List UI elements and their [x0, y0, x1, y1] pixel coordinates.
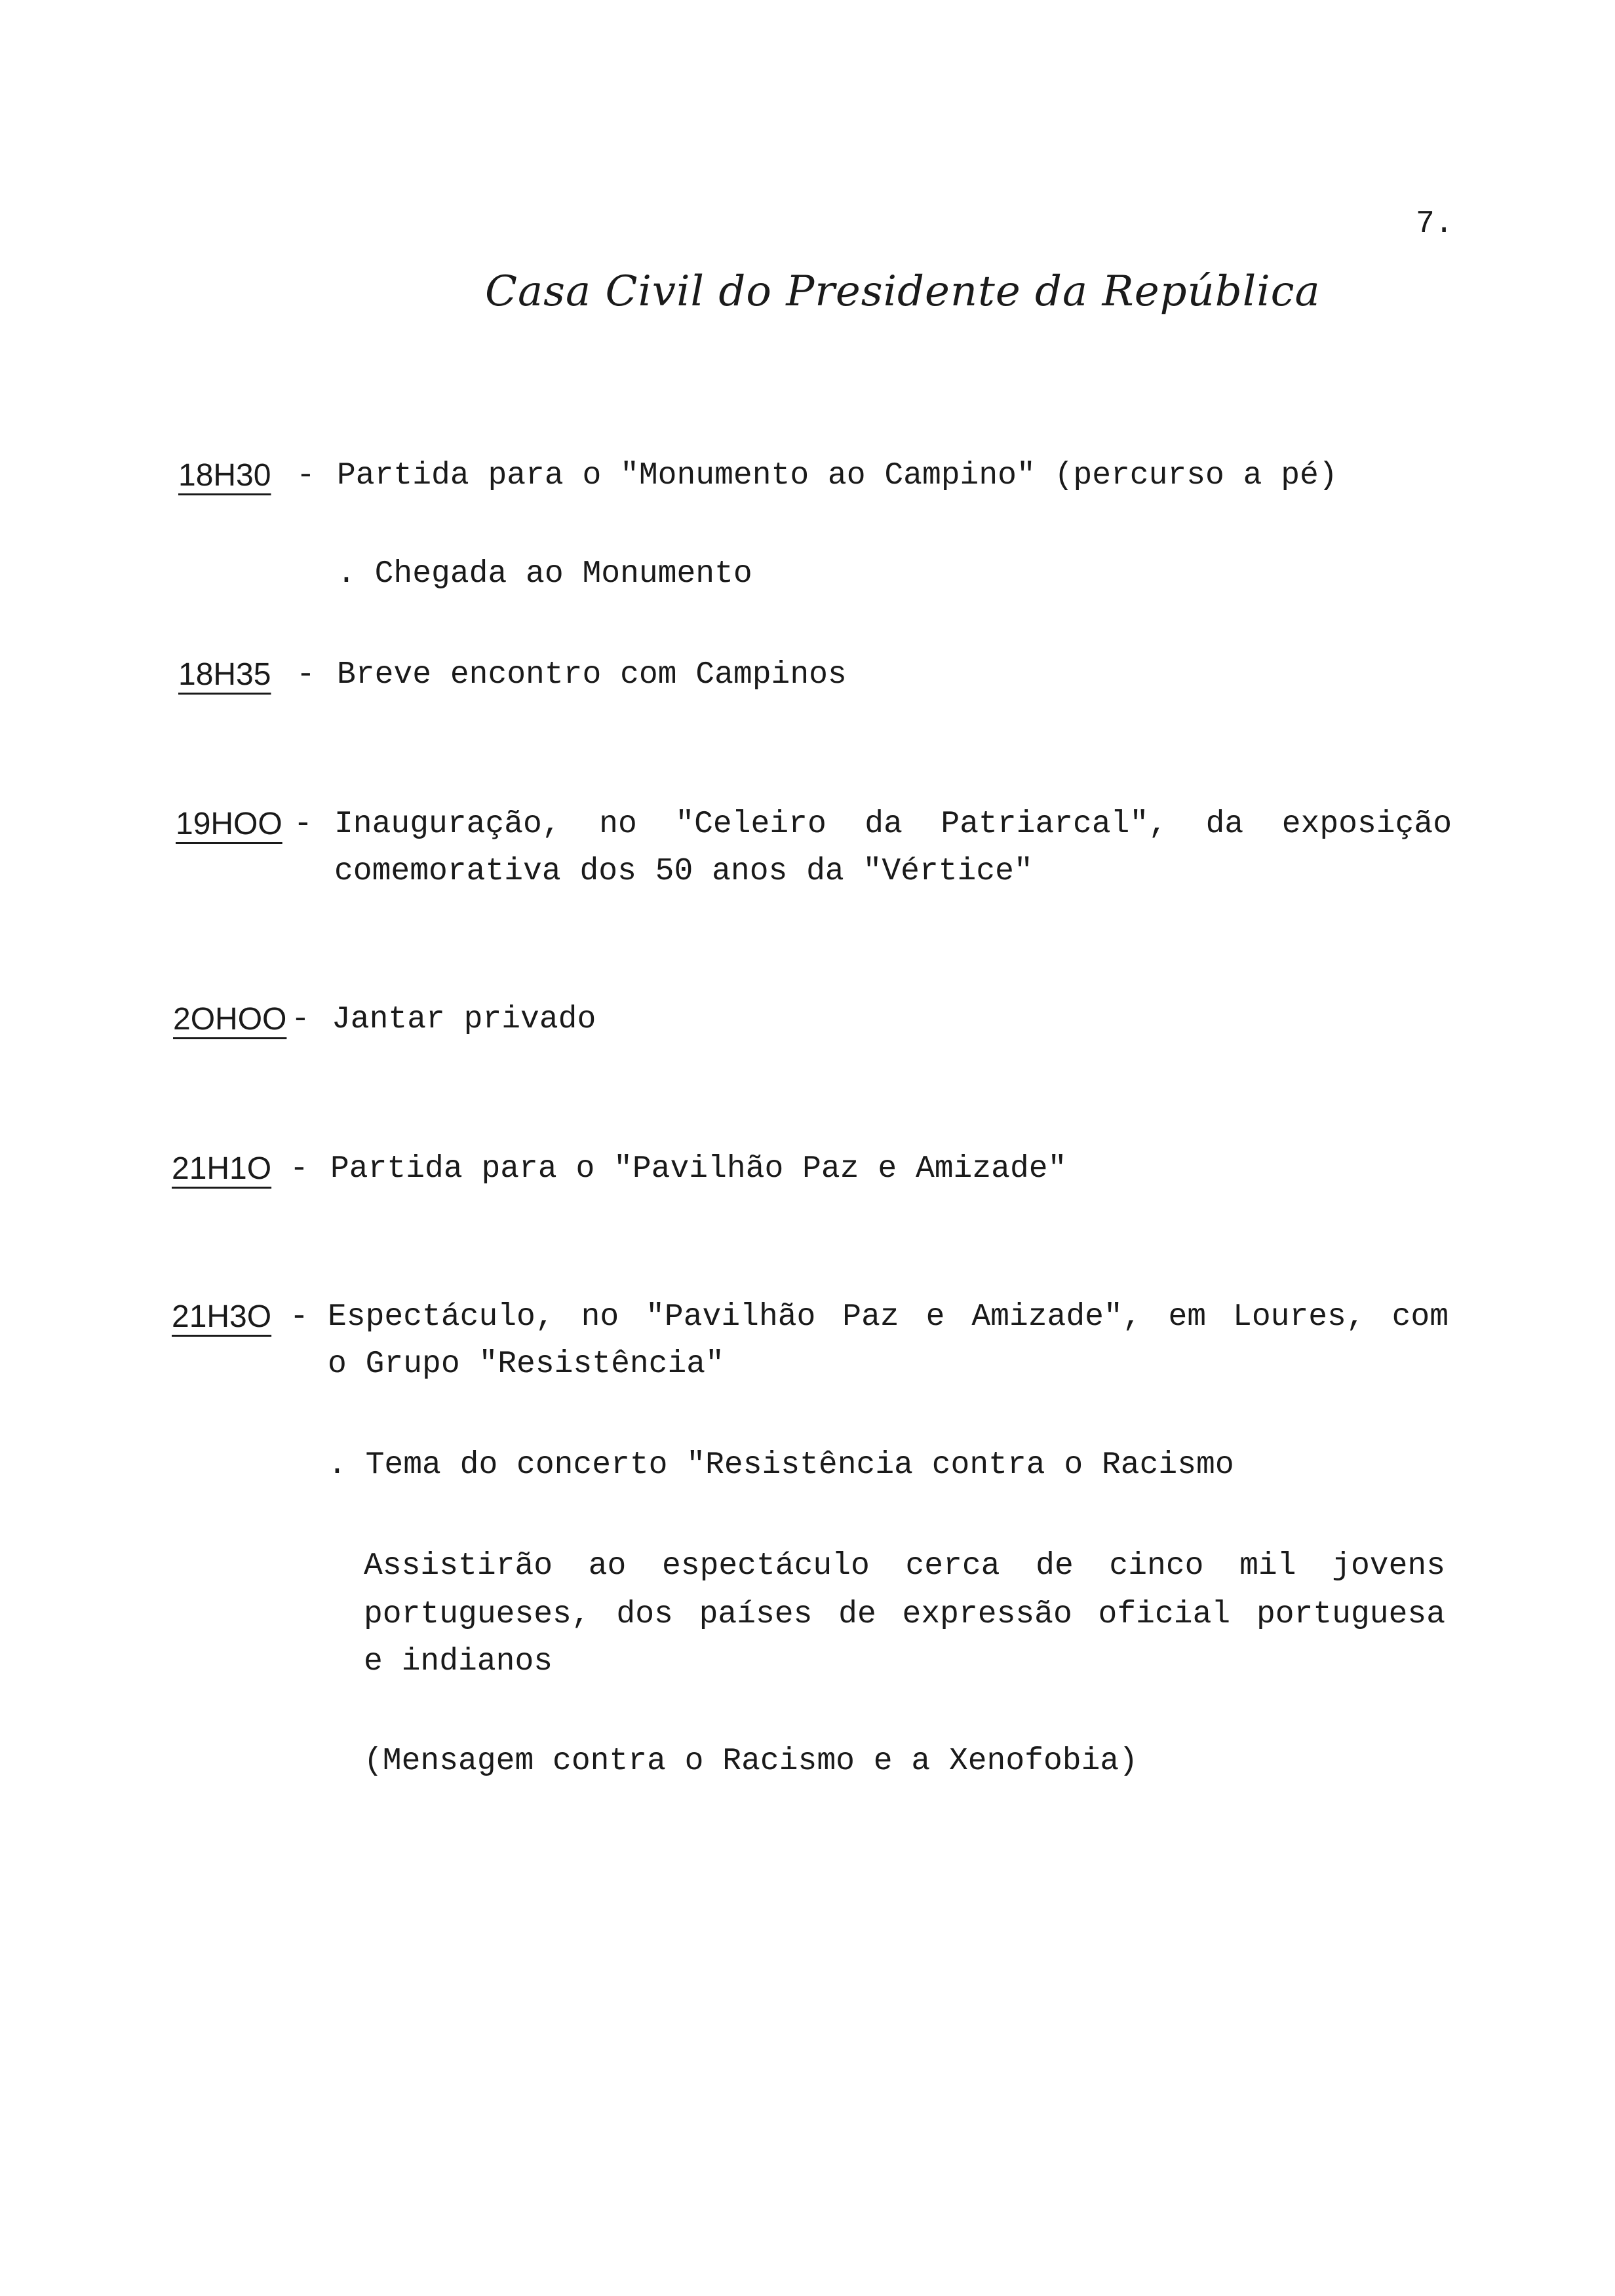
entry-21h30-paragraph-line-1: Assistirão ao espectáculo cerca de cinco mil jovens: [364, 1548, 1445, 1584]
entry-19h00-line-1: Inauguração, no "Celeiro da Patriarcal", da exposição: [334, 807, 1452, 842]
entry-21h30-paragraph-line-3: e indianos: [364, 1644, 553, 1679]
entry-19h00-line-2: comemorativa dos 50 anos da "Vértice": [334, 854, 1033, 889]
entry-21h30-note: (Mensagem contra o Racismo e a Xenofobia): [364, 1744, 1138, 1779]
time-19h00: 19HOO: [176, 807, 282, 841]
separator-dash: -: [291, 1002, 310, 1037]
page-number: 7.: [1416, 206, 1454, 242]
entry-21h10-text: Partida para o "Pavilhão Paz e Amizade": [330, 1151, 1067, 1187]
separator-dash: -: [290, 1151, 309, 1187]
entry-18h30-bullet: . Chegada ao Monumento: [337, 556, 752, 592]
entry-21h30-paragraph-line-2: portugueses, dos países de expressão oficial portuguesa: [364, 1597, 1445, 1632]
time-20h00: 2OHOO: [173, 1002, 287, 1037]
time-18h35: 18H35: [178, 657, 271, 692]
entry-18h30-text: Partida para o "Monumento ao Campino" (percurso a pé): [337, 458, 1338, 493]
entry-21h30-line-1: Espectáculo, no "Pavilhão Paz e Amizade", em Loures, com: [328, 1299, 1449, 1335]
separator-dash: -: [296, 458, 315, 493]
time-21h10: 21H1O: [172, 1151, 272, 1186]
entry-18h35-text: Breve encontro com Campinos: [337, 657, 847, 693]
entry-20h00-text: Jantar privado: [332, 1002, 596, 1037]
time-18h30: 18H30: [178, 458, 271, 493]
entry-21h30-bullet: . Tema do concerto "Resistência contra o Racismo: [328, 1447, 1234, 1483]
separator-dash: -: [296, 657, 315, 693]
entry-21h30-line-2: o Grupo "Resistência": [328, 1347, 724, 1382]
separator-dash: -: [290, 1299, 309, 1335]
letterhead: Casa Civil do Presidente da República: [485, 267, 1321, 316]
separator-dash: -: [294, 807, 313, 842]
time-21h30: 21H3O: [172, 1299, 272, 1334]
